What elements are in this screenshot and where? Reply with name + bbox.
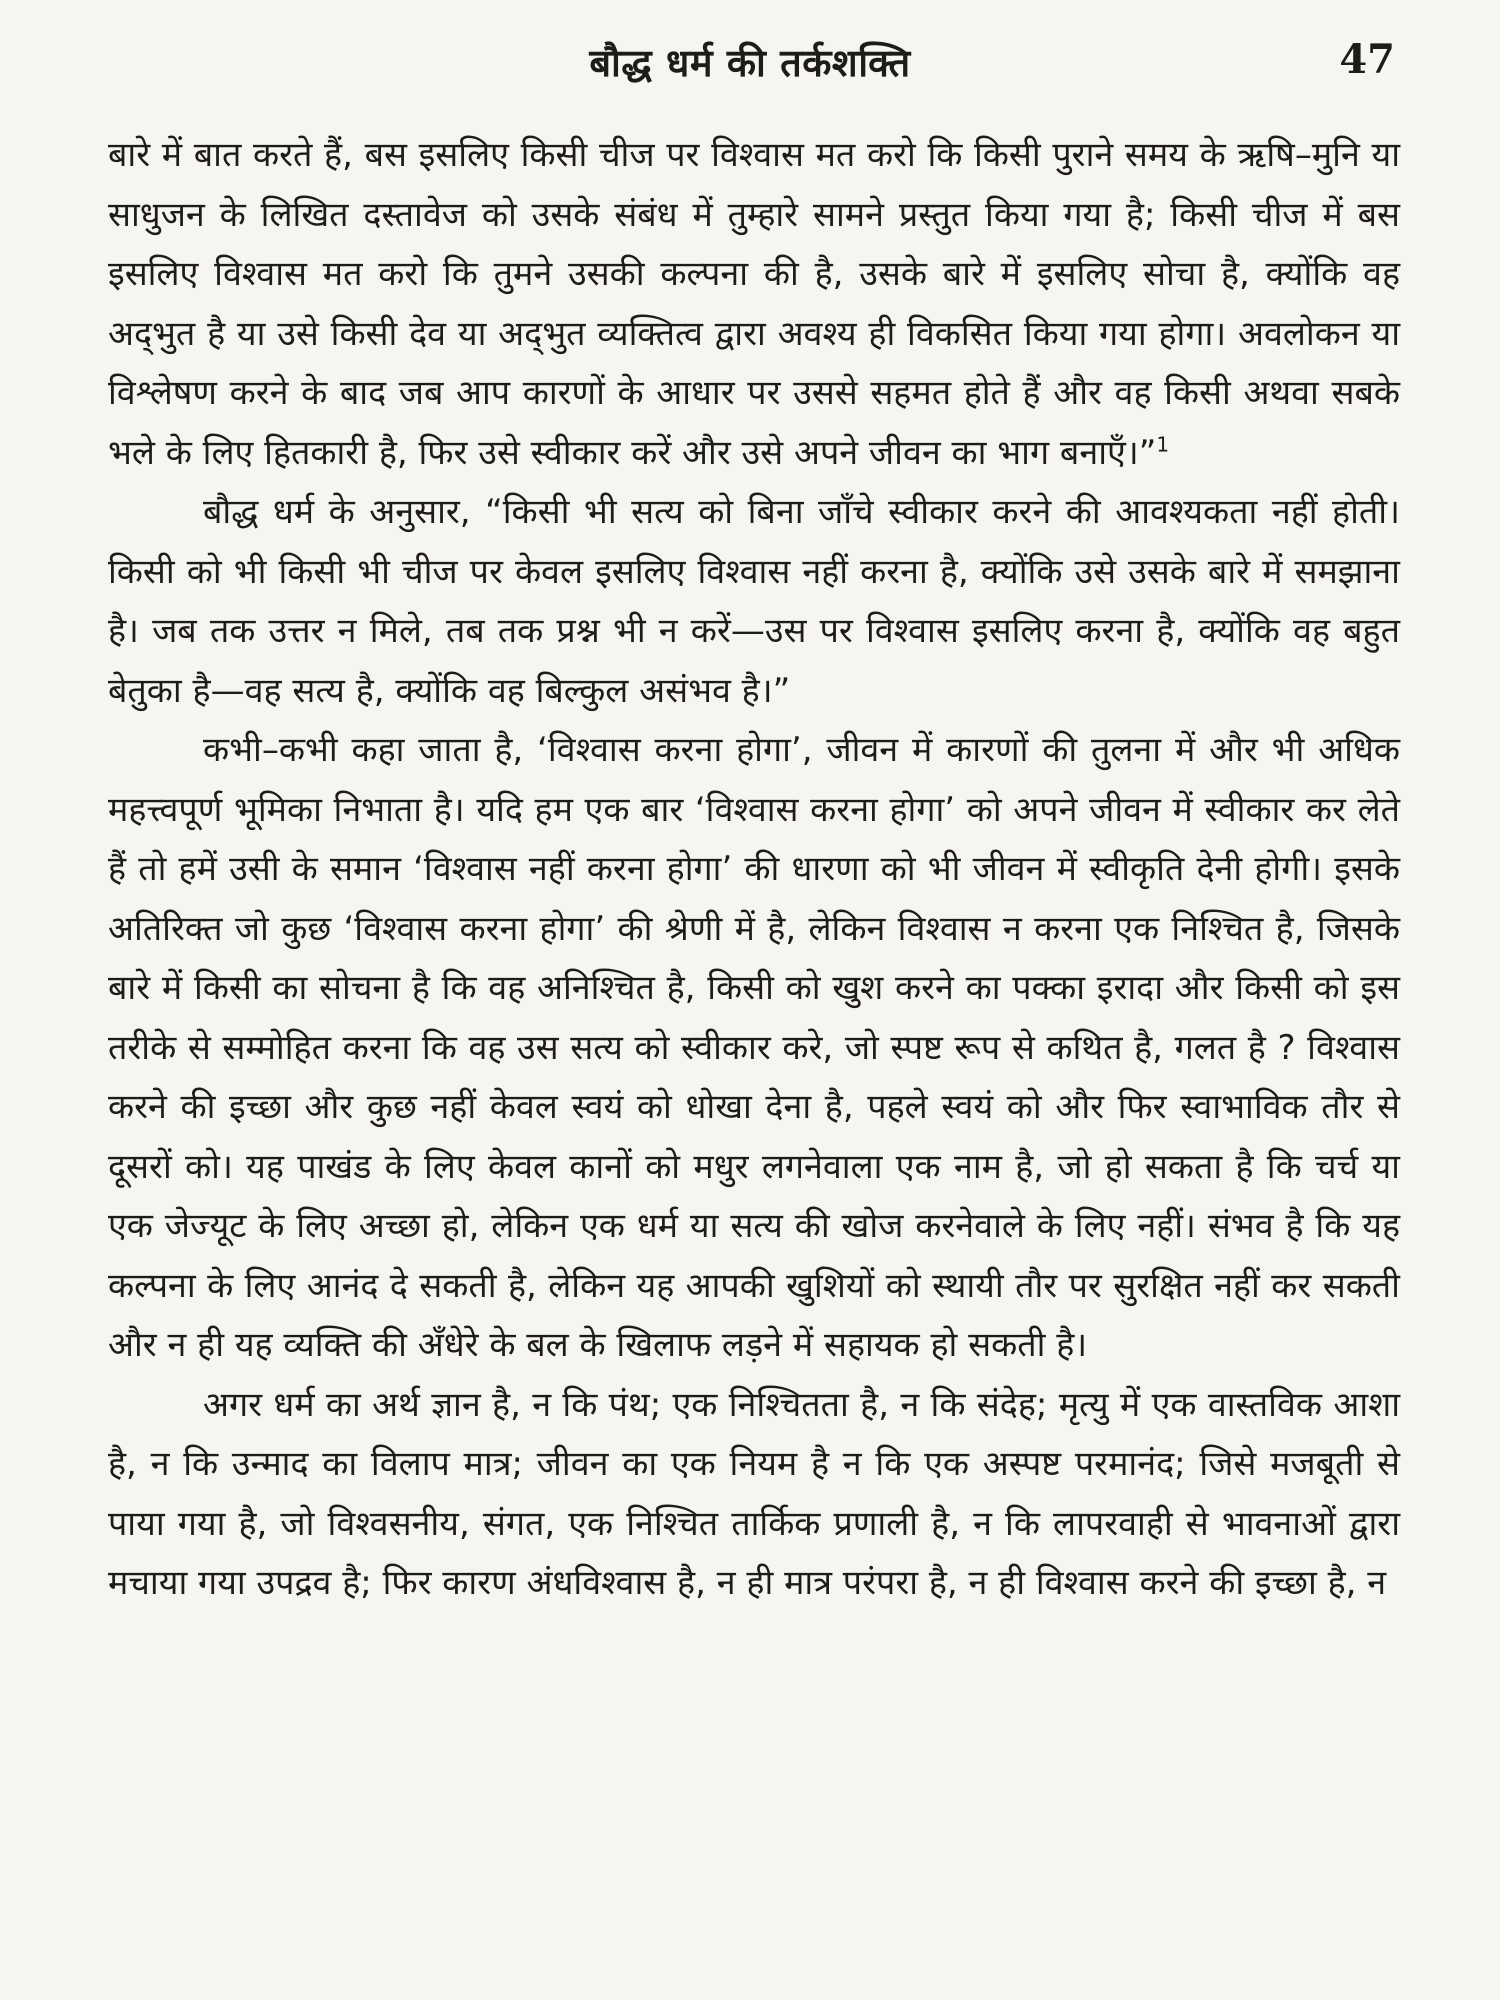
paragraph-buddhism-quote: बौद्ध धर्म के अनुसार, “किसी भी सत्य को बिना जाँचे स्वीकार करने की आवश्यकता नहीं होती। किसी को भी किसी भी चीज पर केवल इसलिए विश्वास नहीं करना है, क्योंकि उसे उसके बारे में समझाना है। जब तक उत्तर न मिले, तब तक प्रश्न भी न करें—उस पर विश्वास इसलिए करना है, क्योंकि वह बहुत बेतुका है—वह सत्य है, क्योंकि वह बिल्कुल असंभव है।”	[108, 492, 1400, 711]
paragraph-will-to-believe: कभी–कभी कहा जाता है, ‘विश्वास करना होगा’, जीवन में कारणों की तुलना में और भी अधिक महत्त्वपूर्ण भूमिका निभाता है। यदि हम एक बार ‘विश्वास करना होगा’ को अपने जीवन में स्वीकार कर लेते हैं तो हमें उसी के समान ‘विश्वास नहीं करना होगा’ की धारणा को भी जीवन में स्वीकृति देनी होगी। इसके अतिरिक्त जो कुछ ‘विश्वास करना होगा’ की श्रेणी में है, लेकिन विश्वास न करना एक निश्चित है, जिसके बारे में किसी का सोचना है कि वह अनिश्चित है, किसी को खुश करने का पक्का इरादा और किसी को इस तरीके से सम्मोहित करना कि वह उस सत्य को स्वीकार करे, जो स्पष्ट रूप से कथित है, गलत है ? विश्वास करने की इच्छा और कुछ नहीं केवल स्वयं को धोखा देना है, पहले स्वयं को और फिर स्वाभाविक तौर से दूसरों को। यह पाखंड के लिए केवल कानों को मधुर लगनेवाला एक नाम है, जो हो सकता है कि चर्च या एक जेज्यूट के लिए अच्छा हो, लेकिन एक धर्म या सत्य की खोज करनेवाले के लिए नहीं। संभव है कि यह कल्पना के लिए आनंद दे सकती है, लेकिन यह आपकी खुशियों को स्थायी तौर पर सुरक्षित नहीं कर सकती और न ही यह व्यक्ति की अँधेरे के बल के खिलाफ लड़ने में सहायक हो सकती है।	[108, 730, 1400, 1365]
body-text	[108, 126, 1400, 1614]
footnote-marker: 1	[1156, 432, 1170, 457]
paragraph-religion-as-knowledge: अगर धर्म का अर्थ ज्ञान है, न कि पंथ; एक निश्चितता है, न कि संदेह; मृत्यु में एक वास्तविक आशा है, न कि उन्माद का विलाप मात्र; जीवन का एक नियम है न कि एक अस्पष्ट परमानंद; जिसे मजबूती से पाया गया है, जो विश्वसनीय, संगत, एक निश्चित तार्किक प्रणाली है, न कि लापरवाही से भावनाओं द्वारा मचाया गया उपद्रव है; फिर कारण अंधविश्वास है, न ही मात्र परंपरा है, न ही विश्वास करने की इच्छा है, न	[108, 1384, 1400, 1603]
paragraph-continuation	[108, 126, 1400, 483]
page-number: 47	[1339, 36, 1395, 83]
page-header	[105, 28, 1395, 88]
paragraph-text: बारे में बात करते हैं, बस इसलिए किसी चीज पर विश्वास मत करो कि किसी पुराने समय के ऋषि–मुनि या साधुजन के लिखित दस्तावेज को उसके संबंध में तुम्हारे सामने प्रस्तुत किया गया है; किसी चीज में बस इसलिए विश्वास मत करो कि तुमने उसकी कल्पना की है, उसके बारे में इसलिए सोचा है, क्योंकि वह अद्‌भुत है या उसे किसी देव या अद्‌भुत व्यक्तित्व द्वारा अवश्य ही विकसित किया गया होगा। अवलोकन या विश्लेषण करने के बाद जब आप कारणों के आधार पर उससे सहमत होते हैं और वह किसी अथवा सबके भले के लिए हितकारी है, फिर उसे स्वीकार करें और उसे अपने जीवन का भाग बनाएँ।”	[108, 135, 1400, 473]
running-title: बौद्ध धर्म की तर्कशक्ति	[589, 40, 911, 85]
